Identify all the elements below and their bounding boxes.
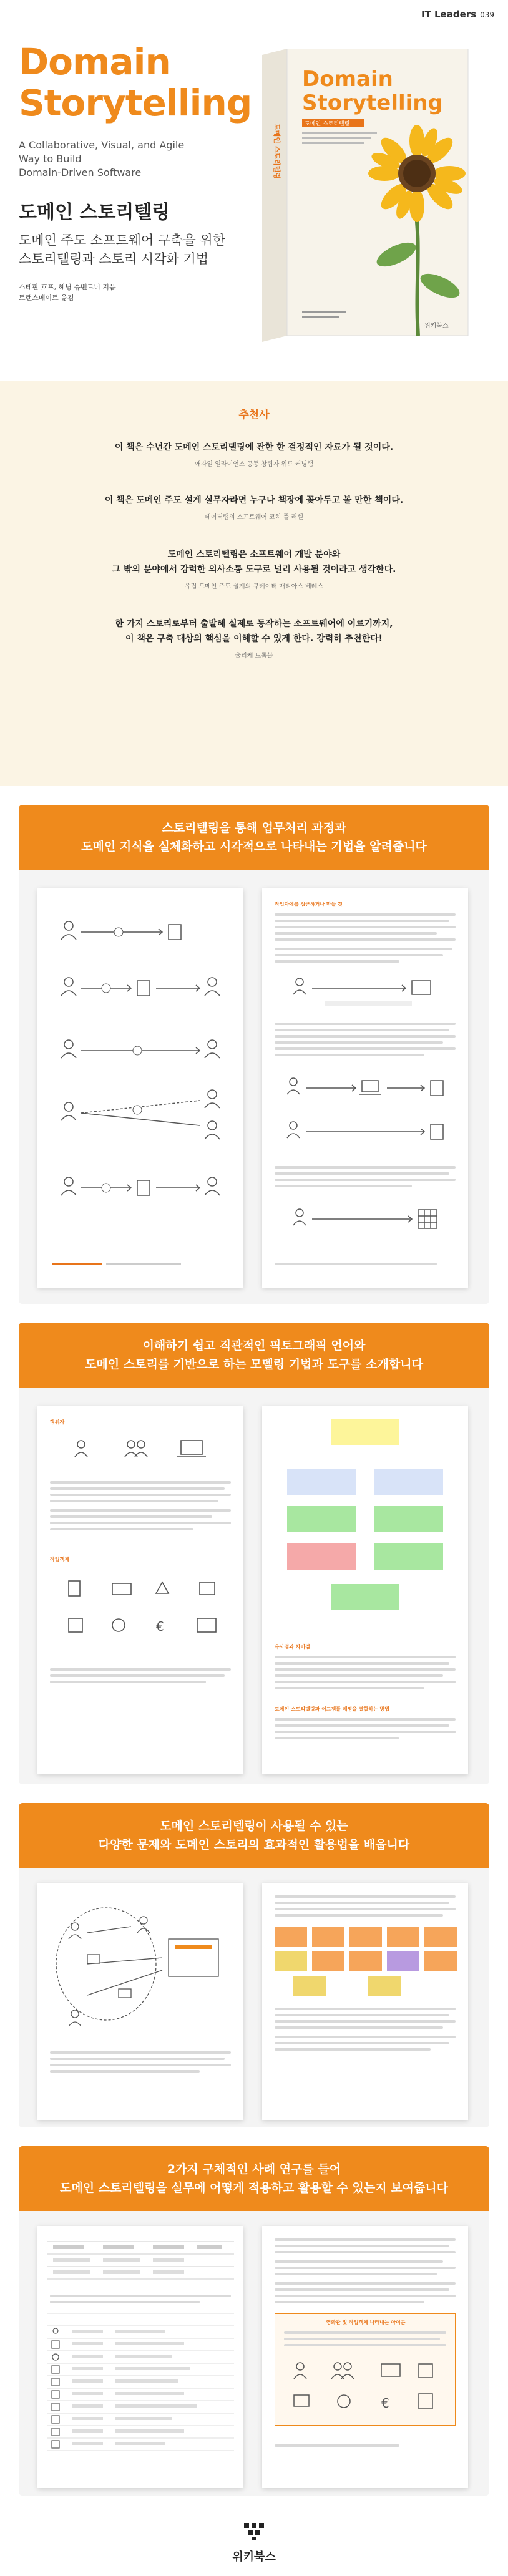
sticky-note — [424, 1927, 457, 1947]
sticky-note — [387, 1927, 419, 1947]
recommend-quote: 이 책은 구축 대상의 핵심을 이해할 수 있게 한다. 강력히 추천한다! — [125, 634, 383, 644]
feature-heading — [19, 1803, 489, 1868]
recommend-section — [0, 381, 508, 786]
series-name: IT Leaders — [421, 9, 477, 20]
feature-card-4 — [19, 2146, 489, 2496]
sticky-note — [287, 1469, 356, 1495]
feature-heading — [19, 2146, 489, 2211]
wikibooks-logo-icon — [242, 2520, 266, 2542]
story-diagram — [37, 888, 243, 1288]
feature-heading-line2: 다양한 문제와 도메인 스토리의 효과적인 활용법을 배웁니다 — [98, 1838, 410, 1852]
recommend-quote: 그 밖의 분야에서 강력한 의사소통 도구로 널리 사용될 것이라고 생각한다. — [112, 565, 396, 575]
sticky-note — [293, 1976, 326, 1996]
book-cover-illustration — [262, 49, 474, 342]
recommend-title: 추천사 — [238, 409, 270, 421]
svg-text:위키북스: 위키북스 — [424, 323, 449, 329]
svg-text:Storytelling: Storytelling — [302, 90, 443, 115]
diagram-computer-flow — [281, 1063, 456, 1157]
book-subtitle-kr-line2: 스토리텔링과 스토리 시각화 기법 — [19, 251, 209, 266]
book-authors — [19, 282, 116, 303]
sample-page-left — [37, 2226, 243, 2488]
feature-heading-line1: 스토리텔링을 통해 업무처리 과정과 — [162, 821, 346, 835]
book-title-line2: Storytelling — [19, 82, 252, 124]
recommend-quote: 이 책은 도메인 주도 설계 실무자라면 누구나 책장에 꽂아두고 볼 만한 책이다. — [104, 495, 404, 505]
book-title-line1: Domain — [19, 41, 170, 83]
sticky-note — [275, 1927, 307, 1947]
feature-heading-line1: 도메인 스토리텔링이 사용될 수 있는 — [160, 1819, 348, 1833]
svg-text:€: € — [156, 1619, 164, 1634]
sticky-note — [374, 1506, 443, 1532]
feature-heading — [19, 805, 489, 870]
book-title-en — [19, 41, 252, 124]
section-label: 작업객체 — [50, 1557, 69, 1562]
recommend-item — [0, 493, 508, 521]
sample-page-right — [262, 888, 468, 1288]
sticky-note — [312, 1951, 344, 1971]
recommend-author: 애자일 얼라이언스 공동 창립자 워드 커닝햄 — [195, 461, 313, 468]
svg-text:Domain: Domain — [302, 67, 393, 92]
sticky-note — [287, 1543, 356, 1570]
svg-text:도메인 스토리텔링: 도메인 스토리텔링 — [273, 124, 281, 179]
section-label: 작업자에를 접근하거나 만들 것 — [275, 902, 343, 907]
sticky-note — [349, 1927, 382, 1947]
translator-line: 트랜스메이트 옮김 — [19, 294, 74, 302]
feature-heading-line2: 도메인 스토리텔링을 실무에 어떻게 적용하고 활용할 수 있는지 보여줍니다 — [60, 2181, 448, 2195]
book-subtitle-en-line1: A Collaborative, Visual, and Agile Way to Build — [19, 139, 185, 165]
recommend-item — [0, 547, 508, 590]
book-subtitle-kr-line1: 도메인 주도 소프트웨어 구축을 위한 — [19, 233, 225, 248]
feature-heading-line1: 이해하기 쉽고 직관적인 픽토그래픽 언어와 — [142, 1339, 366, 1353]
series-number: _039 — [476, 11, 494, 19]
sticky-note — [387, 1951, 419, 1971]
diagram-actor-system — [287, 970, 449, 1013]
section-label: 영화관 및 작업객체 나타내는 아이콘 — [326, 2320, 406, 2325]
feature-heading — [19, 1323, 489, 1388]
icon-samples — [288, 2358, 444, 2420]
sticky-note — [312, 1927, 344, 1947]
sample-page-right — [262, 1406, 468, 1774]
hero-section — [0, 0, 508, 381]
feature-body — [19, 870, 489, 1304]
diagram-grid-object — [287, 1200, 449, 1250]
feature-body — [19, 2211, 489, 2496]
publisher-name: 위키북스 — [232, 2550, 276, 2564]
sample-page-left — [37, 1406, 243, 1774]
recommend-item — [0, 616, 508, 659]
section-label: 행위자 — [50, 1419, 65, 1425]
feature-body — [19, 1868, 489, 2127]
feature-card-2 — [19, 1323, 489, 1784]
series-label — [421, 9, 494, 20]
cover-badge-text: 도메인 스토리텔링 — [305, 121, 350, 127]
sticky-note — [424, 1951, 457, 1971]
sticky-note — [374, 1469, 443, 1495]
sticky-note — [368, 1976, 401, 1996]
sample-page-left — [37, 1883, 243, 2120]
book-title-kr: 도메인 스토리텔링 — [19, 202, 170, 223]
icon-box — [275, 2313, 456, 2426]
feature-heading-line2: 도메인 스토리를 기반으로 하는 모델링 기법과 도구를 소개합니다 — [85, 1358, 423, 1371]
authors-line: 스테판 호프, 헤닝 슈벤트너 지음 — [19, 283, 116, 291]
sticky-note — [331, 1584, 399, 1610]
section-label: 도메인 스토리텔링과 이그젬플 매핑을 결합하는 방법 — [275, 1706, 389, 1712]
publisher-logo — [0, 2520, 508, 2564]
recommend-item — [0, 440, 508, 468]
feature-heading-line1: 2가지 구체적인 사례 연구를 들어 — [167, 2162, 341, 2176]
recommend-quote: 한 가지 스토리로부터 출발해 실제로 동작하는 소프트웨어에 이르기까지, — [115, 619, 393, 629]
feature-card-3 — [19, 1803, 489, 2127]
context-map-diagram — [50, 1895, 231, 2039]
sticky-note — [374, 1543, 443, 1570]
section-label: 유사점과 차이점 — [275, 1644, 310, 1650]
recommend-quote: 도메인 스토리텔링은 소프트웨어 개발 분야와 — [167, 550, 341, 560]
book-subtitle-kr — [19, 231, 243, 268]
sample-page-right — [262, 2226, 468, 2488]
sticky-note — [275, 1951, 307, 1971]
recommend-author: 율리케 트롬블 — [235, 653, 273, 659]
recommend-author: 데이터랩의 소프트웨어 코치 폴 러셀 — [205, 514, 303, 521]
actor-icons — [62, 1434, 225, 1472]
recommend-quote: 이 책은 수년간 도메인 스토리텔링에 관한 한 결정적인 자료가 될 것이다. — [114, 442, 394, 452]
sample-page-left — [37, 888, 243, 1288]
work-object-icons — [56, 1575, 231, 1656]
case-table — [47, 2235, 234, 2285]
sample-page-right — [262, 1883, 468, 2120]
book-subtitle-en-line2: Domain-Driven Software — [19, 167, 142, 178]
sticky-note — [349, 1951, 382, 1971]
feature-body — [19, 1388, 489, 1784]
icon-legend-table — [47, 2313, 234, 2476]
svg-text:€: € — [381, 2396, 389, 2411]
sticky-note — [287, 1506, 356, 1532]
book-subtitle-en — [19, 139, 206, 180]
recommend-author: 유럽 도메인 주도 설계의 큐레이터 매티아스 베레스 — [185, 583, 323, 590]
feature-card-1 — [19, 805, 489, 1304]
sticky-note — [331, 1419, 399, 1445]
feature-heading-line2: 도메인 지식을 실체화하고 시각적으로 나타내는 기법을 알려줍니다 — [81, 840, 427, 853]
